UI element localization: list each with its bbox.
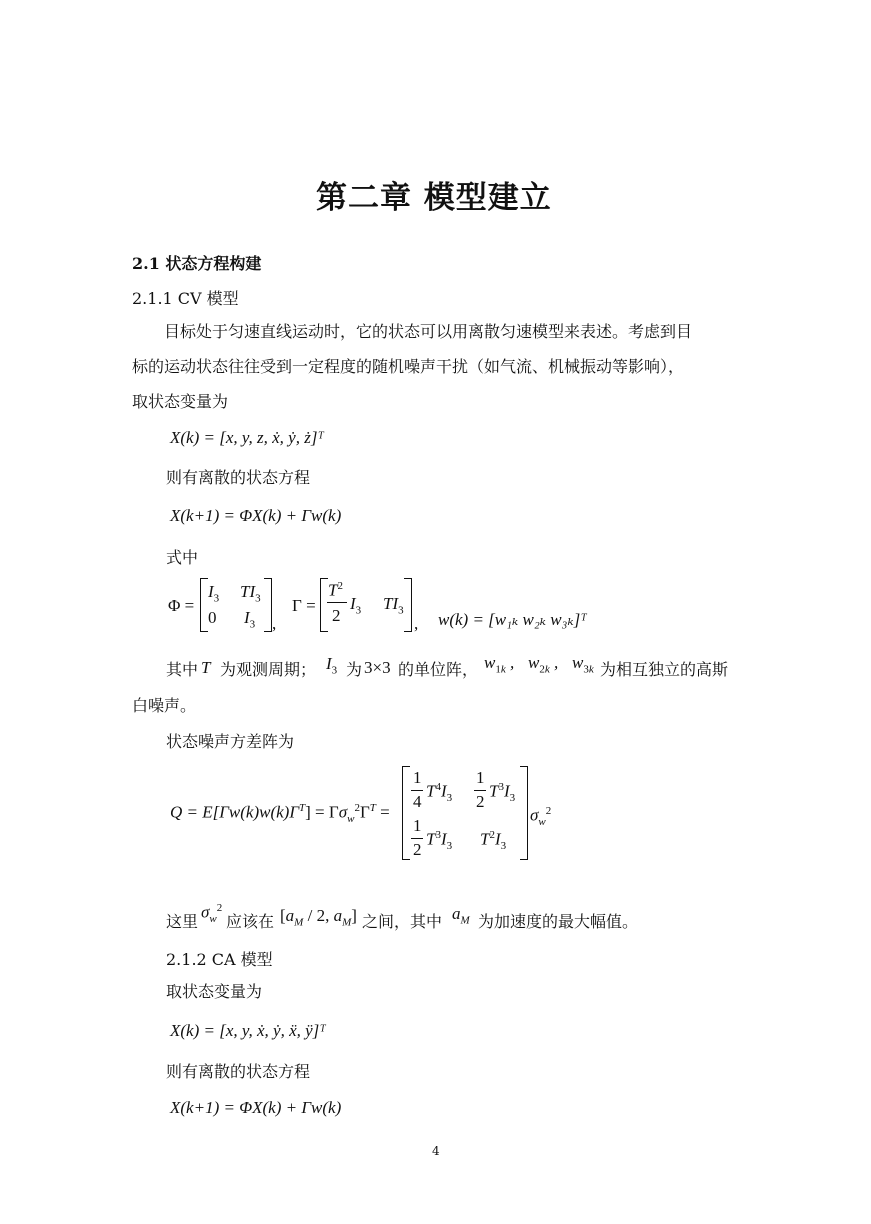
paragraph-line: 则有离散的状态方程 <box>166 1062 311 1081</box>
subsection-heading-2-1-2: 2.1.2 CA 模型 <box>166 950 273 969</box>
equation-state-transition-ca: X(k+1) = ΦX(k) + Γw(k) <box>170 1098 342 1117</box>
paragraph-line: 白噪声。 <box>132 696 197 715</box>
equation-noise-vector: w(k) = [w₁ₖ w₂ₖ w₃ₖ]ᵀ <box>438 610 587 629</box>
chapter-title: 第二章 模型建立 <box>316 180 552 216</box>
equation-state-transition: X(k+1) = ΦX(k) + Γw(k) <box>170 506 342 525</box>
subsection-heading-2-1-1: 2.1.1 CV 模型 <box>132 289 239 308</box>
paragraph-line: 则有离散的状态方程 <box>166 468 311 487</box>
page-number: 4 <box>432 1144 440 1158</box>
equation-state-vector-cv: X(k) = [x, y, z, ẋ, ẏ, ż]ᵀ <box>170 428 324 447</box>
paragraph-line: 取状态变量为 <box>132 392 229 411</box>
paragraph-line: 目标处于匀速直线运动时，它的状态可以用离散匀速模型来表述。考虑到目 <box>164 322 693 341</box>
equation-state-vector-ca: X(k) = [x, y, ẋ, ẏ, ẍ, ÿ]ᵀ <box>170 1021 326 1040</box>
section-heading-2-1: 2.1 状态方程构建 <box>132 254 262 273</box>
paragraph-line: 式中 <box>166 548 199 567</box>
paragraph-line: 状态噪声方差阵为 <box>166 732 295 751</box>
paragraph-line: 标的运动状态往往受到一定程度的随机噪声干扰（如气流、机械振动等影响）， <box>132 357 685 376</box>
paragraph-line: 取状态变量为 <box>166 982 263 1001</box>
